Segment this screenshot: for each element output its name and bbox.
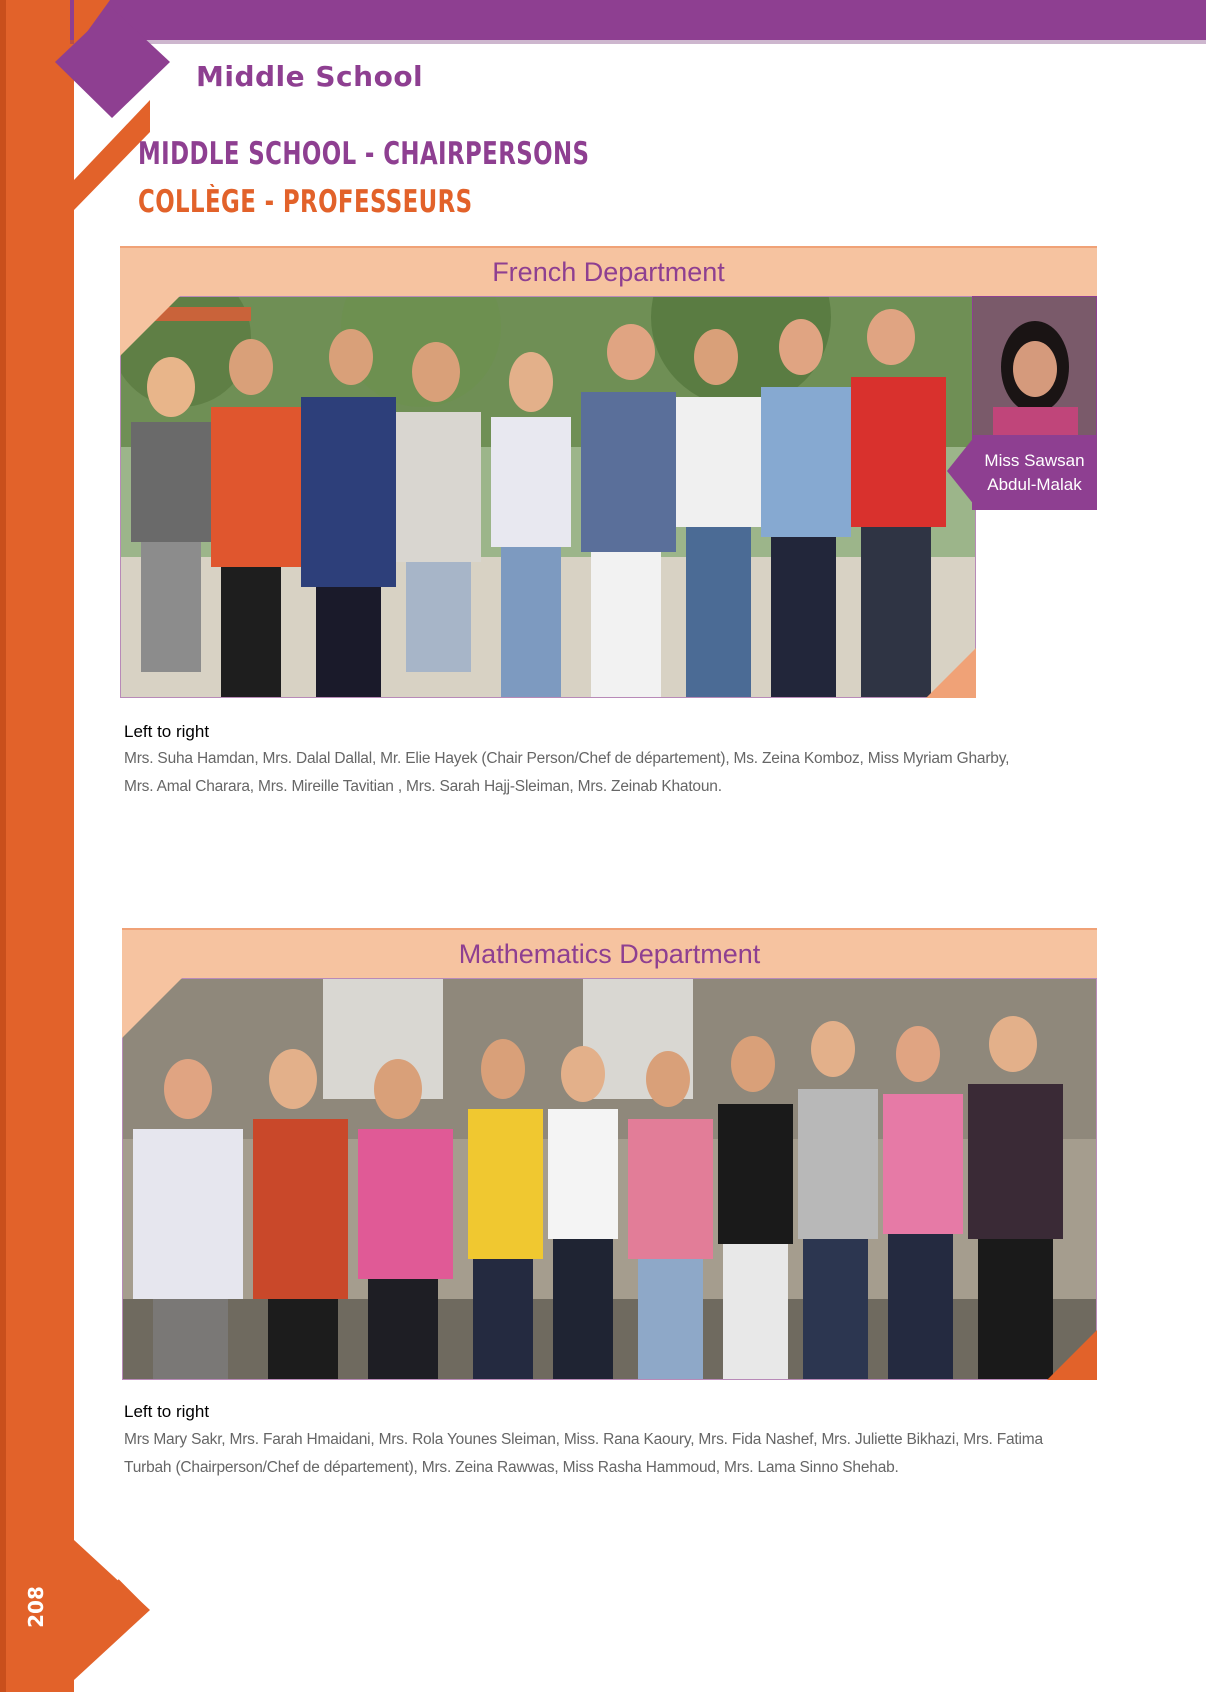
inset-label-arrow bbox=[945, 436, 975, 506]
section-label: Middle School bbox=[196, 60, 424, 93]
photo-corner-top-left bbox=[122, 978, 182, 1038]
group-photo-image bbox=[123, 979, 1097, 1380]
group-photo-image bbox=[121, 297, 976, 698]
mathematics-caption-line2: Turbah (Chairperson/Chef de département), Mrs. Zeina Rawwas, Miss Rasha Hammoud, Mrs. Lama Sinno Shehab. bbox=[124, 1459, 899, 1476]
inset-portrait-photo bbox=[972, 296, 1097, 436]
portrait-image bbox=[973, 297, 1097, 436]
heading-english: MIDDLE SCHOOL - CHAIRPERSONS bbox=[138, 136, 590, 172]
heading-french: COLLÈGE - PROFESSEURS bbox=[138, 184, 473, 220]
people-silhouettes bbox=[133, 1016, 1063, 1380]
photo-corner-bottom-right bbox=[1047, 1330, 1097, 1380]
inset-name-label bbox=[972, 436, 1097, 510]
purple-diamond-icon bbox=[55, 8, 170, 118]
photo-corner-bottom-right bbox=[926, 648, 976, 698]
french-department-photo bbox=[120, 296, 976, 698]
french-caption-line2: Mrs. Amal Charara, Mrs. Mireille Tavitian , Mrs. Sarah Hajj-Sleiman, Mrs. Zeinab Khatoun. bbox=[124, 778, 722, 795]
french-caption-title: Left to right bbox=[124, 722, 210, 741]
top-bar-shadow bbox=[70, 40, 1206, 44]
left-bar-edge bbox=[0, 0, 6, 1692]
left-orange-bar bbox=[0, 0, 74, 1692]
mathematics-department-title: Mathematics Department bbox=[458, 938, 761, 969]
mathematics-caption-title: Left to right bbox=[124, 1402, 210, 1421]
mathematics-caption-line1: Mrs Mary Sakr, Mrs. Farah Hmaidani, Mrs. Rola Younes Sleiman, Miss. Rana Kaoury, Mrs. Fida Nashef, Mrs. Juliette Bikhazi, Mrs. Fatima bbox=[124, 1431, 1043, 1448]
french-department-banner bbox=[120, 246, 1097, 296]
french-caption-line1: Mrs. Suha Hamdan, Mrs. Dalal Dallal, Mr. Elie Hayek (Chair Person/Chef de département), Ms. Zeina Komboz, Miss Myriam Gharby, bbox=[124, 750, 1010, 767]
inset-name-line2: Abdul-Malak bbox=[987, 475, 1082, 494]
inset-name-line1: Miss Sawsan bbox=[984, 451, 1085, 470]
top-purple-bar bbox=[70, 0, 1206, 40]
french-department-title: French Department bbox=[492, 256, 725, 287]
photo-corner-top-left bbox=[120, 296, 180, 356]
mathematics-department-photo bbox=[122, 978, 1097, 1380]
mathematics-department-banner bbox=[122, 928, 1097, 978]
page-number: 208 bbox=[24, 1586, 48, 1628]
